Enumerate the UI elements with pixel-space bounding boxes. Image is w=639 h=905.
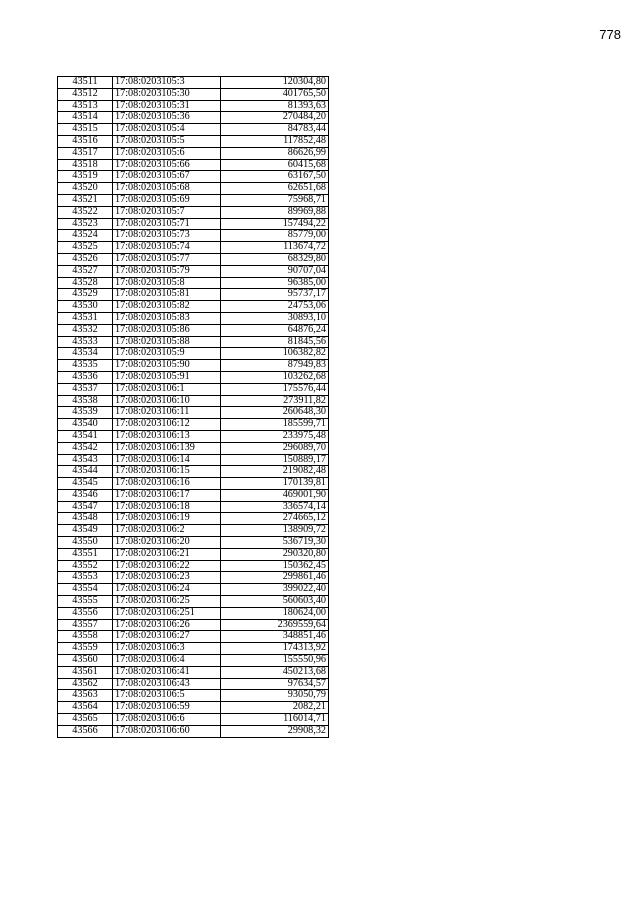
- table-row: [58, 289, 329, 301]
- cadastral-number-cell: 17:08:0203105:74: [113, 242, 221, 254]
- cadastral-value-cell: 96385,00: [221, 277, 329, 289]
- table-row: [58, 183, 329, 195]
- cadastral-number-cell: 17:08:0203105:69: [113, 194, 221, 206]
- row-number-cell: 43545: [58, 478, 113, 490]
- cadastral-number-cell: 17:08:0203106:19: [113, 513, 221, 525]
- row-number-cell: 43524: [58, 230, 113, 242]
- cadastral-value-cell: 233975,48: [221, 430, 329, 442]
- cadastral-number-cell: 17:08:0203105:8: [113, 277, 221, 289]
- cadastral-value-cell: 290320,80: [221, 548, 329, 560]
- table-row: [58, 324, 329, 336]
- row-number-cell: 43519: [58, 171, 113, 183]
- row-number-cell: 43549: [58, 525, 113, 537]
- cadastral-number-cell: 17:08:0203105:83: [113, 312, 221, 324]
- cadastral-value-cell: 86626,99: [221, 147, 329, 159]
- cadastral-value-cell: 117852,48: [221, 135, 329, 147]
- row-number-cell: 43533: [58, 336, 113, 348]
- row-number-cell: 43561: [58, 666, 113, 678]
- cadastral-value-cell: 29908,32: [221, 725, 329, 737]
- cadastral-value-table: [57, 76, 329, 738]
- cadastral-value-cell: 150889,17: [221, 454, 329, 466]
- cadastral-number-cell: 17:08:0203106:22: [113, 560, 221, 572]
- cadastral-number-cell: 17:08:0203105:6: [113, 147, 221, 159]
- cadastral-number-cell: 17:08:0203105:88: [113, 336, 221, 348]
- cadastral-value-cell: 536719,30: [221, 537, 329, 549]
- cadastral-value-cell: 116014,71: [221, 714, 329, 726]
- cadastral-value-cell: 103262,68: [221, 371, 329, 383]
- cadastral-value-cell: 348851,46: [221, 631, 329, 643]
- cadastral-value-cell: 97634,57: [221, 678, 329, 690]
- row-number-cell: 43551: [58, 548, 113, 560]
- cadastral-value-cell: 180624,00: [221, 607, 329, 619]
- cadastral-value-cell: 24753,06: [221, 301, 329, 313]
- table-row: [58, 171, 329, 183]
- row-number-cell: 43530: [58, 301, 113, 313]
- cadastral-value-cell: 2369559,64: [221, 619, 329, 631]
- cadastral-number-cell: 17:08:0203106:26: [113, 619, 221, 631]
- cadastral-number-cell: 17:08:0203106:139: [113, 442, 221, 454]
- row-number-cell: 43536: [58, 371, 113, 383]
- cadastral-value-cell: 401765,50: [221, 88, 329, 100]
- cadastral-value-cell: 85779,00: [221, 230, 329, 242]
- cadastral-number-cell: 17:08:0203105:4: [113, 124, 221, 136]
- cadastral-value-cell: 157494,22: [221, 218, 329, 230]
- table-row: [58, 371, 329, 383]
- cadastral-number-cell: 17:08:0203105:86: [113, 324, 221, 336]
- table-row: [58, 466, 329, 478]
- cadastral-value-cell: 138909,72: [221, 525, 329, 537]
- cadastral-number-cell: 17:08:0203105:79: [113, 265, 221, 277]
- table-row: [58, 489, 329, 501]
- cadastral-number-cell: 17:08:0203106:251: [113, 607, 221, 619]
- table-row: [58, 596, 329, 608]
- row-number-cell: 43528: [58, 277, 113, 289]
- cadastral-number-cell: 17:08:0203106:17: [113, 489, 221, 501]
- cadastral-value-cell: 120304,80: [221, 77, 329, 89]
- cadastral-value-cell: 60415,68: [221, 159, 329, 171]
- cadastral-number-cell: 17:08:0203106:43: [113, 678, 221, 690]
- cadastral-number-cell: 17:08:0203106:3: [113, 643, 221, 655]
- row-number-cell: 43538: [58, 395, 113, 407]
- row-number-cell: 43535: [58, 360, 113, 372]
- cadastral-number-cell: 17:08:0203105:68: [113, 183, 221, 195]
- table-row: [58, 112, 329, 124]
- table-row: [58, 194, 329, 206]
- row-number-cell: 43534: [58, 348, 113, 360]
- cadastral-number-cell: 17:08:0203105:90: [113, 360, 221, 372]
- cadastral-value-cell: 95737,17: [221, 289, 329, 301]
- cadastral-value-cell: 30893,10: [221, 312, 329, 324]
- row-number-cell: 43515: [58, 124, 113, 136]
- cadastral-value-cell: 113674,72: [221, 242, 329, 254]
- cadastral-number-cell: 17:08:0203106:41: [113, 666, 221, 678]
- table-row: [58, 218, 329, 230]
- cadastral-number-cell: 17:08:0203106:16: [113, 478, 221, 490]
- row-number-cell: 43526: [58, 253, 113, 265]
- row-number-cell: 43543: [58, 454, 113, 466]
- row-number-cell: 43564: [58, 702, 113, 714]
- cadastral-number-cell: 17:08:0203106:13: [113, 430, 221, 442]
- row-number-cell: 43542: [58, 442, 113, 454]
- table-row: [58, 572, 329, 584]
- cadastral-value-cell: 81845,56: [221, 336, 329, 348]
- table-row: [58, 348, 329, 360]
- table-row: [58, 584, 329, 596]
- table-row: [58, 702, 329, 714]
- row-number-cell: 43539: [58, 407, 113, 419]
- cadastral-number-cell: 17:08:0203105:73: [113, 230, 221, 242]
- table-row: [58, 265, 329, 277]
- row-number-cell: 43566: [58, 725, 113, 737]
- table-row: [58, 242, 329, 254]
- cadastral-value-cell: 174313,92: [221, 643, 329, 655]
- cadastral-number-cell: 17:08:0203105:30: [113, 88, 221, 100]
- cadastral-number-cell: 17:08:0203106:20: [113, 537, 221, 549]
- cadastral-value-cell: 170139,81: [221, 478, 329, 490]
- row-number-cell: 43514: [58, 112, 113, 124]
- cadastral-number-cell: 17:08:0203105:9: [113, 348, 221, 360]
- cadastral-value-cell: 75968,71: [221, 194, 329, 206]
- cadastral-number-cell: 17:08:0203106:1: [113, 383, 221, 395]
- row-number-cell: 43522: [58, 206, 113, 218]
- cadastral-number-cell: 17:08:0203106:25: [113, 596, 221, 608]
- row-number-cell: 43559: [58, 643, 113, 655]
- cadastral-value-cell: 106382,82: [221, 348, 329, 360]
- row-number-cell: 43555: [58, 596, 113, 608]
- row-number-cell: 43537: [58, 383, 113, 395]
- row-number-cell: 43532: [58, 324, 113, 336]
- cadastral-value-cell: 270484,20: [221, 112, 329, 124]
- cadastral-number-cell: 17:08:0203106:23: [113, 572, 221, 584]
- table-row: [58, 395, 329, 407]
- table-row: [58, 230, 329, 242]
- cadastral-value-cell: 68329,80: [221, 253, 329, 265]
- cadastral-number-cell: 17:08:0203105:77: [113, 253, 221, 265]
- table-row: [58, 725, 329, 737]
- cadastral-value-cell: 90707,04: [221, 265, 329, 277]
- cadastral-number-cell: 17:08:0203105:82: [113, 301, 221, 313]
- cadastral-value-cell: 155550,96: [221, 655, 329, 667]
- row-number-cell: 43553: [58, 572, 113, 584]
- table-row: [58, 407, 329, 419]
- row-number-cell: 43557: [58, 619, 113, 631]
- row-number-cell: 43548: [58, 513, 113, 525]
- row-number-cell: 43552: [58, 560, 113, 572]
- cadastral-value-cell: 93050,79: [221, 690, 329, 702]
- cadastral-number-cell: 17:08:0203106:12: [113, 419, 221, 431]
- row-number-cell: 43527: [58, 265, 113, 277]
- cadastral-value-cell: 2082,21: [221, 702, 329, 714]
- table-row: [58, 607, 329, 619]
- table-row: [58, 454, 329, 466]
- row-number-cell: 43511: [58, 77, 113, 89]
- table-row: [58, 548, 329, 560]
- table-row: [58, 360, 329, 372]
- cadastral-number-cell: 17:08:0203106:6: [113, 714, 221, 726]
- cadastral-value-cell: 273911,82: [221, 395, 329, 407]
- table-row: [58, 336, 329, 348]
- table-row: [58, 206, 329, 218]
- row-number-cell: 43544: [58, 466, 113, 478]
- row-number-cell: 43517: [58, 147, 113, 159]
- row-number-cell: 43560: [58, 655, 113, 667]
- table-row: [58, 478, 329, 490]
- row-number-cell: 43525: [58, 242, 113, 254]
- cadastral-number-cell: 17:08:0203106:5: [113, 690, 221, 702]
- cadastral-number-cell: 17:08:0203105:81: [113, 289, 221, 301]
- table-row: [58, 714, 329, 726]
- cadastral-number-cell: 17:08:0203105:7: [113, 206, 221, 218]
- row-number-cell: 43565: [58, 714, 113, 726]
- cadastral-number-cell: 17:08:0203106:4: [113, 655, 221, 667]
- table-row: [58, 312, 329, 324]
- table-row: [58, 619, 329, 631]
- table-row: [58, 159, 329, 171]
- table-row: [58, 88, 329, 100]
- row-number-cell: 43521: [58, 194, 113, 206]
- cadastral-value-cell: 469001,90: [221, 489, 329, 501]
- table-row: [58, 631, 329, 643]
- table-row: [58, 135, 329, 147]
- table-row: [58, 442, 329, 454]
- cadastral-number-cell: 17:08:0203106:24: [113, 584, 221, 596]
- row-number-cell: 43558: [58, 631, 113, 643]
- table-row: [58, 430, 329, 442]
- cadastral-number-cell: 17:08:0203106:15: [113, 466, 221, 478]
- cadastral-number-cell: 17:08:0203105:5: [113, 135, 221, 147]
- row-number-cell: 43547: [58, 501, 113, 513]
- table-row: [58, 643, 329, 655]
- cadastral-value-cell: 63167,50: [221, 171, 329, 183]
- row-number-cell: 43556: [58, 607, 113, 619]
- row-number-cell: 43562: [58, 678, 113, 690]
- cadastral-number-cell: 17:08:0203106:21: [113, 548, 221, 560]
- cadastral-number-cell: 17:08:0203106:18: [113, 501, 221, 513]
- cadastral-value-cell: 89969,88: [221, 206, 329, 218]
- table-row: [58, 513, 329, 525]
- table-row: [58, 100, 329, 112]
- row-number-cell: 43513: [58, 100, 113, 112]
- cadastral-value-cell: 185599,71: [221, 419, 329, 431]
- cadastral-value-cell: 260648,30: [221, 407, 329, 419]
- cadastral-value-cell: 175576,44: [221, 383, 329, 395]
- cadastral-value-cell: 299861,46: [221, 572, 329, 584]
- table-row: [58, 678, 329, 690]
- cadastral-value-cell: 87949,83: [221, 360, 329, 372]
- cadastral-number-cell: 17:08:0203105:66: [113, 159, 221, 171]
- table-row: [58, 655, 329, 667]
- row-number-cell: 43541: [58, 430, 113, 442]
- cadastral-number-cell: 17:08:0203105:71: [113, 218, 221, 230]
- table-row: [58, 147, 329, 159]
- cadastral-value-cell: 219082,48: [221, 466, 329, 478]
- table-row: [58, 560, 329, 572]
- cadastral-value-cell: 64876,24: [221, 324, 329, 336]
- cadastral-value-cell: 150362,45: [221, 560, 329, 572]
- cadastral-number-cell: 17:08:0203106:60: [113, 725, 221, 737]
- table-row: [58, 253, 329, 265]
- cadastral-value-cell: 296089,70: [221, 442, 329, 454]
- cadastral-value-cell: 81393,63: [221, 100, 329, 112]
- cadastral-number-cell: 17:08:0203106:14: [113, 454, 221, 466]
- table-row: [58, 124, 329, 136]
- cadastral-value-cell: 84783,44: [221, 124, 329, 136]
- row-number-cell: 43523: [58, 218, 113, 230]
- cadastral-number-cell: 17:08:0203106:10: [113, 395, 221, 407]
- cadastral-value-cell: 560603,40: [221, 596, 329, 608]
- cadastral-value-cell: 450213,68: [221, 666, 329, 678]
- cadastral-number-cell: 17:08:0203105:67: [113, 171, 221, 183]
- row-number-cell: 43531: [58, 312, 113, 324]
- row-number-cell: 43554: [58, 584, 113, 596]
- cadastral-value-cell: 62651,68: [221, 183, 329, 195]
- row-number-cell: 43520: [58, 183, 113, 195]
- cadastral-number-cell: 17:08:0203105:91: [113, 371, 221, 383]
- table-row: [58, 277, 329, 289]
- row-number-cell: 43516: [58, 135, 113, 147]
- cadastral-value-cell: 274665,12: [221, 513, 329, 525]
- row-number-cell: 43529: [58, 289, 113, 301]
- table-row: [58, 537, 329, 549]
- row-number-cell: 43550: [58, 537, 113, 549]
- table-row: [58, 501, 329, 513]
- cadastral-number-cell: 17:08:0203106:27: [113, 631, 221, 643]
- row-number-cell: 43546: [58, 489, 113, 501]
- cadastral-number-cell: 17:08:0203106:11: [113, 407, 221, 419]
- row-number-cell: 43540: [58, 419, 113, 431]
- row-number-cell: 43563: [58, 690, 113, 702]
- table-row: [58, 419, 329, 431]
- table-row: [58, 666, 329, 678]
- table-row: [58, 690, 329, 702]
- table-row: [58, 525, 329, 537]
- page-number: 778: [599, 27, 621, 42]
- cadastral-number-cell: 17:08:0203106:2: [113, 525, 221, 537]
- cadastral-number-cell: 17:08:0203105:3: [113, 77, 221, 89]
- cadastral-number-cell: 17:08:0203105:31: [113, 100, 221, 112]
- table-row: [58, 301, 329, 313]
- cadastral-value-cell: 336574,14: [221, 501, 329, 513]
- cadastral-value-cell: 399022,40: [221, 584, 329, 596]
- row-number-cell: 43518: [58, 159, 113, 171]
- row-number-cell: 43512: [58, 88, 113, 100]
- cadastral-number-cell: 17:08:0203106:59: [113, 702, 221, 714]
- table-row: [58, 383, 329, 395]
- cadastral-number-cell: 17:08:0203105:36: [113, 112, 221, 124]
- table-row: [58, 77, 329, 89]
- table-body: [58, 77, 329, 738]
